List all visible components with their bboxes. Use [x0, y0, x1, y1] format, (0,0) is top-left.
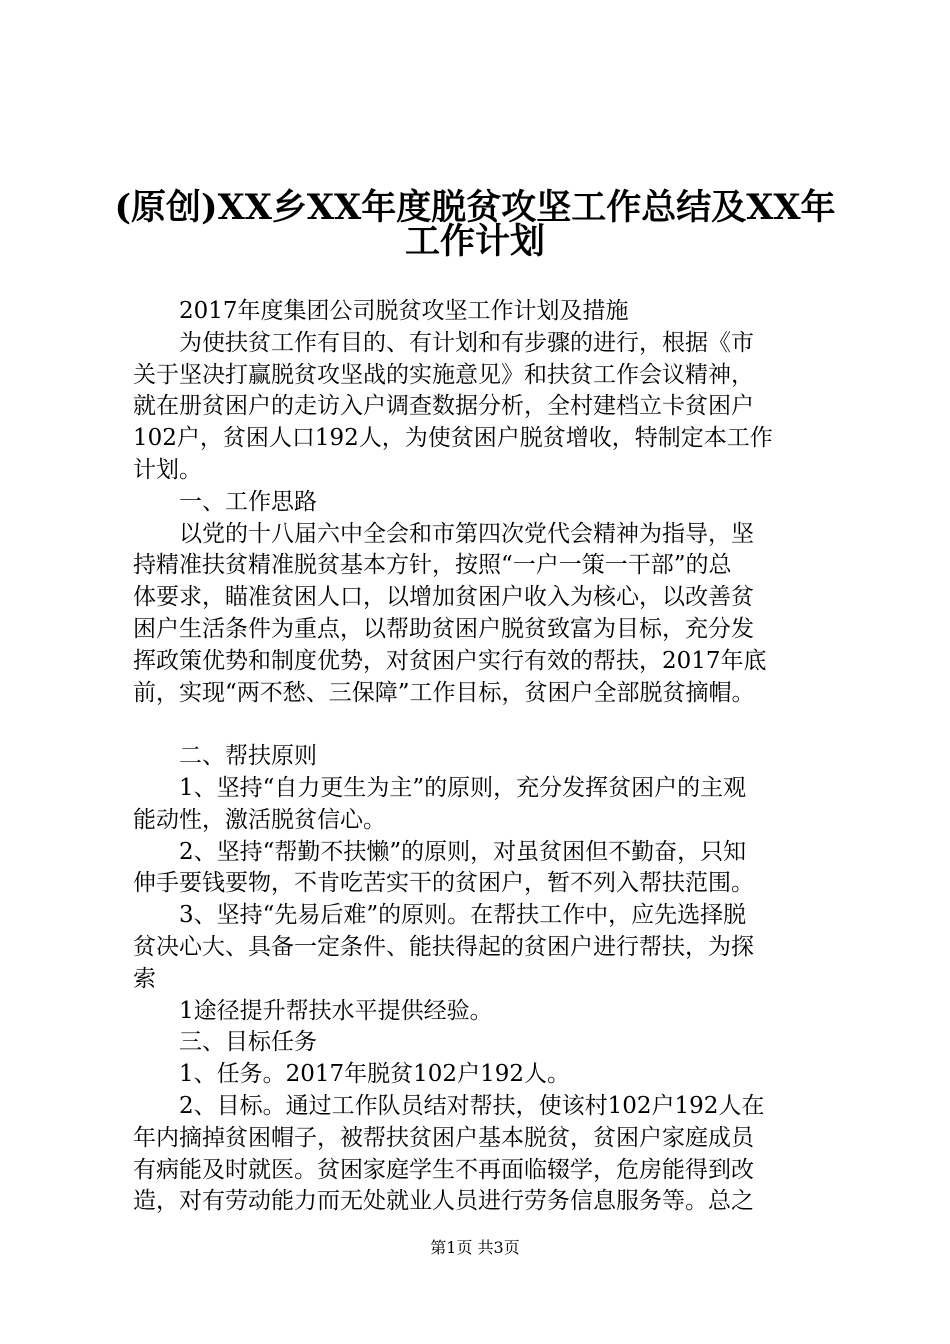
body-line: 体要求，瞄准贫困人口，以增加贫困户收入为核心，以改善贫: [133, 584, 754, 611]
body-line: 二、帮扶原则: [179, 743, 317, 770]
body-line: 造，对有劳动能力而无处就业人员进行劳务信息服务等。总之: [133, 1188, 754, 1215]
document-title-line-2: 工作计划: [404, 221, 545, 262]
body-line: 102户，贫困人口192人，为使贫困户脱贫增收，特制定本工作: [133, 425, 773, 452]
body-line: 索: [133, 965, 156, 992]
body-line: 以党的十八届六中全会和市第四次党代会精神为指导，坚: [179, 520, 754, 547]
body-line: 有病能及时就医。贫困家庭学生不再面临辍学，危房能得到改: [133, 1156, 754, 1183]
body-line: 三、目标任务: [179, 1029, 317, 1056]
body-line: 3、坚持“先易后难”的原则。在帮扶工作中，应先选择脱: [179, 902, 747, 929]
body-line: 伸手要钱要物，不肯吃苦实干的贫困户，暂不列入帮扶范围。: [133, 870, 754, 897]
body-line: 贫决心大、具备一定条件、能扶得起的贫困户进行帮扶，为探: [133, 933, 754, 960]
document-title-line-1: (原创)XX乡XX年度脱贫攻坚工作总结及XX年: [114, 187, 836, 228]
body-line: 困户生活条件为重点，以帮助贫困户脱贫致富为目标，充分发: [133, 615, 754, 642]
body-line: 1、坚持“自力更生为主”的原则，充分发挥贫困户的主观: [179, 774, 747, 801]
body-line: 能动性，激活脱贫信心。: [133, 806, 386, 833]
document-body: [133, 296, 833, 1218]
body-line: 一、工作思路: [179, 488, 317, 515]
body-line: 计划。: [133, 456, 202, 483]
body-line: 1、任务。2017年脱贫102户192人。: [179, 1061, 570, 1088]
page-footer: 第1页 共3页: [430, 1238, 520, 1257]
body-line: 关于坚决打赢脱贫攻坚战的实施意见》和扶贫工作会议精神，: [133, 361, 754, 388]
body-line: 持精准扶贫精准脱贫基本方针，按照“一户一策一干部”的总: [133, 552, 732, 579]
body-line: 前，实现“两不愁、三保障”工作目标，贫困户全部脱贫摘帽。: [133, 679, 755, 706]
body-line: 年内摘掉贫困帽子，被帮扶贫困户基本脱贫，贫困户家庭成员: [133, 1124, 754, 1151]
body-line: 2、坚持“帮勤不扶懒”的原则，对虽贫困但不勤奋，只知: [179, 838, 747, 865]
body-line: 挥政策优势和制度优势，对贫困户实行有效的帮扶，2017年底: [133, 647, 767, 674]
body-line: 为使扶贫工作有目的、有计划和有步骤的进行，根据《市: [179, 329, 754, 356]
body-line: 2、目标。通过工作队员结对帮扶，使该村102户192人在: [179, 1092, 765, 1119]
body-line: 1途径提升帮扶水平提供经验。: [179, 997, 493, 1024]
body-line: 就在册贫困户的走访入户调查数据分析，全村建档立卡贫困户: [133, 393, 754, 420]
body-line: 2017年度集团公司脱贫攻坚工作计划及措施: [179, 298, 629, 324]
body-line: [133, 709, 833, 741]
